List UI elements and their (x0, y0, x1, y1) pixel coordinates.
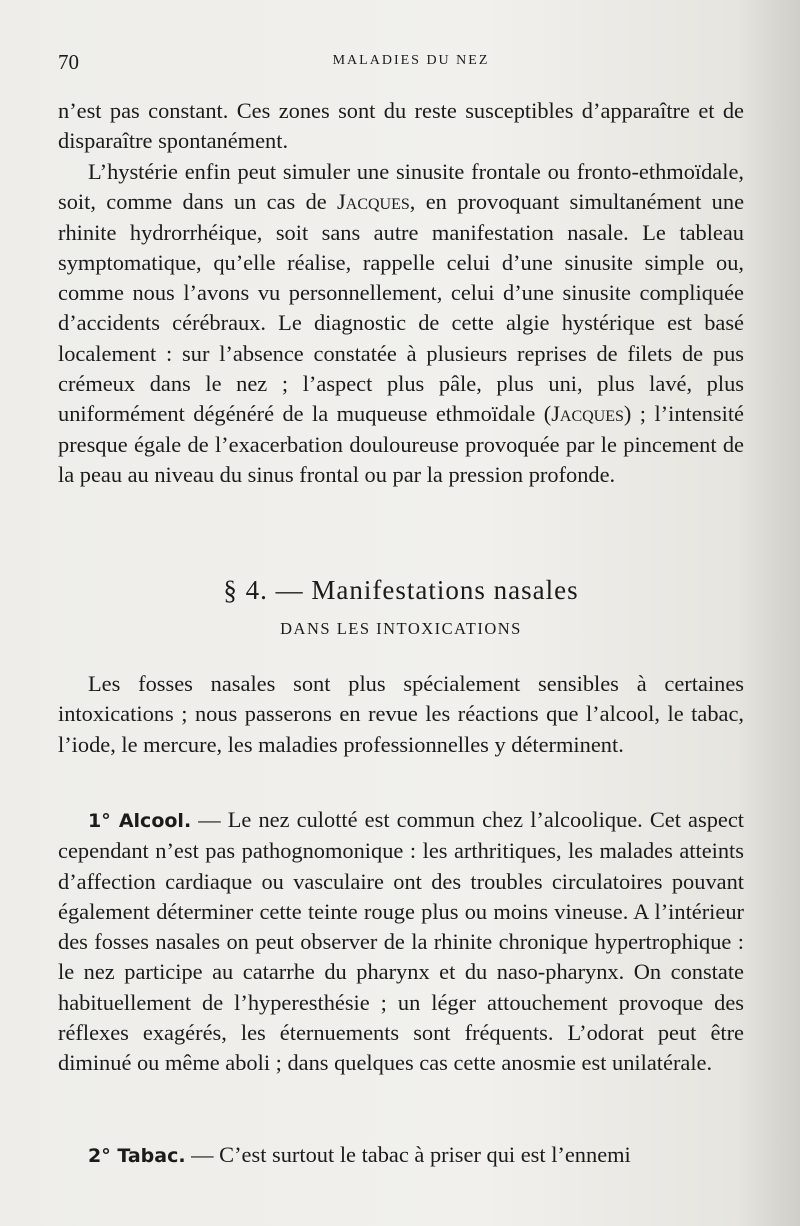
section-title: § 4. — Manifestations nasales (223, 575, 579, 605)
page-header (58, 50, 744, 74)
section-subtitle: DANS LES INTOXICATIONS (280, 619, 522, 638)
paragraph-alcool (58, 805, 744, 1079)
author-name: Jacques (337, 189, 410, 215)
paragraph-tabac (58, 1140, 744, 1171)
paragraph-hysteria (58, 157, 744, 490)
paragraph-text: n’est pas constant. Ces zones sont du reste susceptibles d’apparaître et de disparaître spontanément. (58, 98, 744, 154)
paragraph-intro (58, 669, 744, 760)
paragraph-text: L’hystérie enfin peut simuler une sinusite frontale ou fronto-ethmoïdale, soit, comme dans un cas de (58, 159, 744, 215)
paragraph-text: — C’est surtout le tabac à priser qui est l’ennemi (185, 1142, 631, 1167)
paragraph-text: , en provoquant simultanément une rhinite hydrorrhéique, soit sans autre manifestation nasale. Le tableau symptomatique, qu’elle réalise, rappelle celui d’une sinusite simple ou, comme nous l’avons vu personnellement, celui d’une sinusite compliquée d’accidents cérébraux. Le diagnostic de cette algie hystérique est basé localement : sur l’absence constatée à plusieurs reprises de filets de pus crémeux dans le nez ; l’aspect plus pâle, plus uni, plus lavé, plus uniformément dégénéré de la muqueuse ethmoïdale ( (58, 189, 745, 427)
paragraph-continuation (58, 96, 744, 157)
subsection-heading: 1° Alcool. (88, 810, 192, 832)
paragraph-text: ) ; l’intensité presque égale de l’exacerbation douloureuse provoquée par le pincement de la peau au niveau du sinus frontal ou par la pression profonde. (58, 401, 744, 487)
page-number: 70 (58, 50, 79, 74)
subsection-heading: 2° Tabac. (88, 1145, 186, 1167)
running-title: MALADIES DU NEZ (332, 53, 490, 68)
paragraph-text: Les fosses nasales sont plus spécialement sensibles à certaines intoxications ; nous passerons en revue les réactions que l’alcool, le tabac, l’iode, le mercure, les maladies professionnelles y déterminent. (58, 671, 744, 757)
paragraph-text: — Le nez culotté est commun chez l’alcoolique. Cet aspect cependant n’est pas pathognomonique : les arthritiques, les malades atteints d’affection cardiaque ou vasculaire ont des troubles circulatoires pouvant également déterminer cette teinte rouge plus ou moins vineuse. A l’intérieur des fosses nasales on peut observer de la rhinite chronique hypertrophique : le nez participe au catarrhe du pharynx et du naso-pharynx. On constate habituellement de l’hyperesthésie ; un léger attouchement provoque des réflexes exagérés, les éternuements sont fréquents. L’odorat peut être diminué ou même aboli ; dans quelques cas cette anosmie est unilatérale. (58, 807, 744, 1076)
author-name: Jacques (551, 401, 624, 427)
